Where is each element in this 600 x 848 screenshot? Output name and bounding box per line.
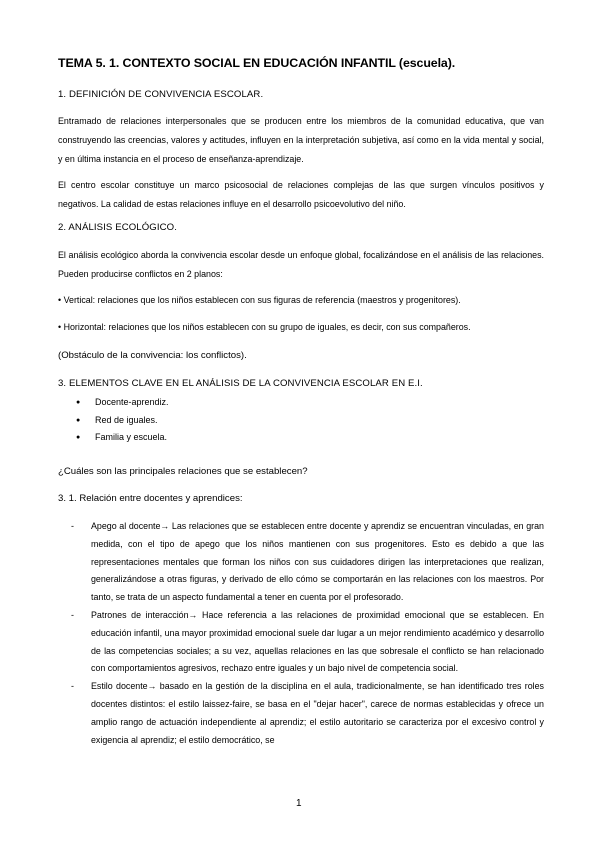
list-item: [71, 678, 544, 749]
subsection-3-1-heading: 3. 1. Relación entre docentes y aprendices:: [58, 493, 243, 504]
vertical-plane-text: • Vertical: relaciones que los niños establecen con sus figuras de referencia (maestros y progenitores).: [58, 295, 461, 305]
section-1-heading: 1. DEFINICIÓN DE CONVIVENCIA ESCOLAR.: [58, 89, 264, 100]
obstacle-note: (Obstáculo de la convivencia: los conflictos).: [58, 350, 247, 361]
list-item: ● Familia y escuela.: [76, 429, 169, 447]
list-item: [71, 518, 544, 607]
dash-marker: -: [71, 521, 74, 531]
item-text: Estilo docente→ basado en la gestión de la disciplina en el aula, tradicionalmente, se han identificado tres roles docentes distintos: el estilo laissez-faire, se basa en el "dejar hacer", carece de normas establecidas y ofrece un amplio rango de actuación independiente al aprendiz; el estilo autoritario se caracteriza por el excesivo control y exigencia al aprendiz; el estilo democrático, se: [91, 681, 544, 745]
section-1-paragraph-1: Entramado de relaciones interpersonales que se producen entre los miembros de la comunidad educativa, que van construyendo las creencias, valores y actitudes, influyen en la interpretación subjetiva, así como en la vida mental y social, y en última instancia en el proceso de enseñanza-aprendizaje.: [58, 116, 544, 164]
dash-marker: -: [71, 609, 74, 620]
section-2-paragraph-1: El análisis ecológico aborda la convivencia escolar desde un enfoque global, focalizándose en el análisis de las relaciones. Pueden producirse conflictos en 2 planos:: [58, 250, 544, 279]
dash-marker: -: [71, 681, 74, 692]
teacher-relations-list: [71, 518, 544, 749]
list-item: [71, 607, 544, 678]
item-text: Apego al docente→ Las relaciones que se establecen entre docente y aprendiz se encuentran vinculadas, en gran medida, con el tipo de apego que los niños mantienen con sus progenitores. Esto es debido a que las representaciones mentales que forman los niños con sus cuidadores dirigen las interpretaciones que realizan, generalizándose a otras figuras, y derivado de ello cómo se comportarán en las relaciones con los maestros. Por tanto, se trata de un aspecto fundamental a tener en cuenta por el profesorado.: [91, 521, 544, 603]
section-2-heading: 2. ANÁLISIS ECOLÓGICO.: [58, 222, 177, 233]
list-item: ● Red de iguales.: [76, 412, 169, 430]
horizontal-plane-text: • Horizontal: relaciones que los niños establecen con su grupo de iguales, es decir, con sus compañeros.: [58, 322, 471, 332]
document-title: TEMA 5. 1. CONTEXTO SOCIAL EN EDUCACIÓN INFANTIL (escuela).: [58, 56, 456, 70]
section-3-heading: 3. ELEMENTOS CLAVE EN EL ANÁLISIS DE LA CONVIVENCIA ESCOLAR EN E.I.: [58, 378, 423, 389]
key-elements-list: [76, 394, 169, 447]
list-item: ● Docente-aprendiz.: [76, 394, 169, 412]
page-number: 1: [296, 798, 302, 809]
item-text: Patrones de interacción→ Hace referencia a las relaciones de proximidad emocional que se establecen. En educación infantil, una mayor proximidad emocional suele dar lugar a un mejor rendimiento académico y desarrollo de las competencias sociales; a su vez, aquellas relaciones en las que sobresale el conflicto se han relacionado con comportamientos agresivos, rechazo entre iguales y un bajo nivel de competencia social.: [91, 609, 544, 674]
relations-question: ¿Cuáles son las principales relaciones que se establecen?: [58, 466, 308, 477]
section-1-paragraph-2: El centro escolar constituye un marco psicosocial de relaciones complejas de las que surgen vínculos positivos y negativos. La calidad de estas relaciones influye en el desarrollo psicoevolutivo del niño.: [58, 180, 544, 209]
